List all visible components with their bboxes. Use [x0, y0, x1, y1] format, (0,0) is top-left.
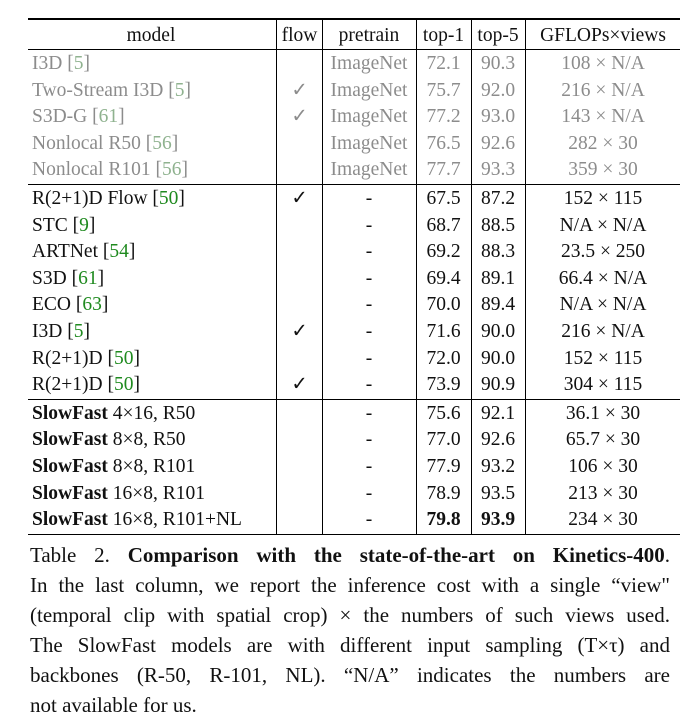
citation-link[interactable]: 54 — [109, 241, 129, 263]
cell-flow — [278, 506, 321, 533]
cell-top1: 77.7 — [426, 159, 461, 181]
cell-top1: 72.1 — [426, 53, 461, 74]
cell-pretrain: - — [365, 241, 373, 263]
header-top5: top-5 — [477, 25, 519, 46]
cell-top5: 92.0 — [480, 79, 516, 101]
cell-gflops: N/A × N/A — [559, 214, 647, 236]
table-row — [28, 130, 680, 157]
cell-pretrain: ImageNet — [330, 159, 408, 181]
table-row — [28, 400, 680, 427]
cell-top5: 93.0 — [480, 106, 516, 128]
cell-top5: 88.5 — [480, 214, 516, 236]
cell-model — [32, 480, 205, 507]
cell-gflops: 106 × 30 — [568, 456, 638, 477]
caption-line: In the last column, we report the inference cost with a single “view" — [30, 573, 670, 597]
cell-gflops: 152 × 115 — [563, 347, 643, 369]
table-row — [28, 50, 680, 77]
model-name: 4×16, R50 — [112, 402, 196, 424]
caption-line: not available for us. — [30, 693, 197, 717]
cell-flow — [278, 238, 321, 265]
cell-model: R(2+1)D Flow [50] — [32, 188, 185, 209]
cell-top1: 69.2 — [426, 241, 461, 263]
citation-link[interactable]: 5 — [73, 53, 84, 74]
table-row — [28, 291, 680, 318]
table-row — [28, 185, 680, 212]
cell-top5: 93.2 — [480, 456, 516, 477]
cell-model: ARTNet [54] — [32, 241, 136, 263]
citation-link[interactable]: 5 — [73, 321, 84, 342]
table-header-row — [28, 22, 680, 49]
cell-pretrain: - — [365, 402, 373, 424]
cell-flow — [278, 480, 321, 507]
cell-model — [32, 453, 195, 480]
table-row — [28, 265, 680, 292]
model-name: 16×8, R101+NL — [112, 509, 242, 531]
cell-top5: 90.0 — [480, 347, 516, 369]
cell-flow: ✓ — [291, 79, 308, 101]
model-name: R(2+1)D — [32, 347, 103, 369]
model-bold-name: SlowFast — [32, 456, 108, 477]
cell-top1: 77.2 — [426, 106, 461, 128]
cell-top5: 90.0 — [480, 321, 516, 342]
cell-top1: 72.0 — [426, 347, 461, 369]
table-row — [28, 238, 680, 265]
model-bold-name: SlowFast — [32, 482, 108, 504]
cell-model: I3D [5] — [32, 321, 90, 342]
cell-top1: 69.4 — [426, 267, 461, 289]
cell-top1: 71.6 — [426, 321, 461, 342]
model-bold-name: SlowFast — [32, 509, 108, 531]
cell-flow: ✓ — [291, 374, 308, 396]
cell-flow — [278, 400, 321, 427]
cell-pretrain: - — [365, 214, 373, 236]
table-row — [28, 506, 680, 533]
cell-model: Nonlocal R50 [56] — [32, 132, 179, 154]
caption-label: Table 2. — [30, 543, 110, 567]
cell-top5: 93.5 — [480, 482, 516, 504]
cell-top1: 67.5 — [426, 188, 461, 209]
cell-top1: 75.7 — [426, 79, 461, 101]
cell-gflops: N/A × N/A — [559, 294, 647, 316]
citation-link[interactable]: 50 — [158, 188, 179, 209]
cell-pretrain: ImageNet — [330, 106, 408, 128]
cell-flow: ✓ — [291, 106, 308, 128]
table-row — [28, 453, 680, 480]
cell-pretrain: - — [365, 509, 373, 531]
cell-flow — [278, 265, 321, 292]
header-top1: top-1 — [422, 25, 465, 46]
cell-gflops: 359 × 30 — [568, 159, 638, 181]
model-name: Two-Stream I3D — [32, 79, 164, 101]
citation-link[interactable]: 50 — [113, 347, 134, 369]
cell-top5: 90.3 — [480, 53, 516, 74]
cell-flow — [278, 426, 321, 453]
cell-model — [32, 426, 185, 453]
table-row — [28, 426, 680, 453]
model-name: Nonlocal R50 — [32, 132, 141, 154]
table-row — [28, 103, 680, 130]
citation-link[interactable]: 50 — [113, 374, 134, 396]
column-separator — [471, 18, 472, 535]
model-name: 16×8, R101 — [112, 482, 205, 504]
caption-title-end: . — [664, 543, 671, 567]
model-bold-name: SlowFast — [32, 429, 108, 451]
cell-model: R(2+1)D [50] — [32, 347, 140, 369]
caption-line: (temporal clip with spatial crop) × the numbers of such views used. — [30, 603, 670, 627]
cell-flow: ✓ — [291, 188, 308, 209]
column-separator — [525, 18, 526, 535]
cell-top5: 89.4 — [480, 294, 516, 316]
cell-top5: 87.2 — [480, 188, 516, 209]
cell-model: STC [9] — [32, 214, 96, 236]
caption-line: The SlowFast models are with different input sampling (T×τ) and — [30, 633, 670, 657]
table-rule — [28, 18, 680, 20]
cell-gflops: 66.4 × N/A — [558, 267, 648, 289]
table-row — [28, 77, 680, 104]
table-rule — [28, 49, 680, 50]
caption-title-line — [30, 540, 670, 570]
cell-model: ECO [63] — [32, 294, 109, 316]
cell-gflops: 234 × 30 — [568, 509, 638, 531]
citation-link[interactable]: 56 — [152, 132, 172, 154]
cell-pretrain: - — [365, 294, 373, 316]
column-separator — [322, 18, 323, 535]
model-name: 8×8, R101 — [112, 456, 196, 477]
cell-pretrain: - — [365, 482, 373, 504]
cell-pretrain: - — [365, 347, 373, 369]
citation-link[interactable]: 61 — [98, 106, 119, 128]
cell-pretrain: - — [365, 374, 373, 396]
header-flow: flow — [281, 25, 318, 46]
header-model: model — [126, 25, 176, 46]
cell-top5: 89.1 — [480, 267, 516, 289]
cell-model: R(2+1)D [50] — [32, 374, 140, 396]
cell-pretrain: - — [365, 267, 373, 289]
model-name: ARTNet — [32, 241, 98, 263]
cell-flow — [278, 50, 321, 77]
cell-gflops: 65.7 × 30 — [565, 429, 641, 451]
cell-pretrain: - — [365, 188, 373, 209]
cell-top1: 73.9 — [426, 374, 461, 396]
cell-model — [32, 506, 242, 533]
cell-top1: 77.0 — [426, 429, 461, 451]
cell-model — [32, 400, 195, 427]
model-name: Nonlocal R101 — [32, 159, 151, 181]
cell-top1: 78.9 — [426, 482, 461, 504]
model-name: I3D — [32, 53, 63, 74]
citation-link[interactable]: 9 — [79, 214, 89, 236]
cell-pretrain: ImageNet — [330, 79, 408, 101]
cell-flow — [278, 453, 321, 480]
cell-gflops: 304 × 115 — [563, 374, 643, 396]
cell-top5: 92.6 — [480, 132, 516, 154]
table-row — [28, 345, 680, 372]
cell-gflops: 108 × N/A — [561, 53, 645, 74]
model-name: ECO — [32, 294, 71, 316]
table-row — [28, 371, 680, 398]
cell-gflops: 143 × N/A — [561, 106, 645, 128]
citation-link[interactable]: 63 — [82, 294, 102, 316]
cell-top1: 68.7 — [426, 214, 461, 236]
cell-pretrain: ImageNet — [330, 132, 408, 154]
table-rule — [28, 184, 680, 185]
caption-title: Comparison with the state-of-the-art on Kinetics-400 — [127, 543, 665, 567]
cell-flow — [278, 156, 321, 183]
column-separator — [276, 18, 277, 535]
cell-model: S3D [61] — [32, 267, 105, 289]
cell-flow: ✓ — [291, 321, 308, 342]
cell-gflops: 216 × N/A — [561, 321, 645, 342]
table-row — [28, 212, 680, 239]
cell-top5: 92.1 — [480, 402, 516, 424]
caption-line: backbones (R-50, R-101, NL). “N/A” indicates the numbers are — [30, 663, 670, 687]
cell-top1: 76.5 — [426, 132, 461, 154]
cell-top1: 75.6 — [426, 402, 461, 424]
cell-top5: 92.6 — [480, 429, 516, 451]
cell-flow — [278, 291, 321, 318]
cell-gflops: 282 × 30 — [568, 132, 638, 154]
model-name: 8×8, R50 — [112, 429, 186, 451]
cell-model: S3D-G [61] — [32, 106, 125, 128]
cell-gflops: 152 × 115 — [563, 188, 643, 209]
cell-model: Two-Stream I3D [5] — [32, 79, 191, 101]
model-name: STC — [32, 214, 68, 236]
header-gflops: GFLOPs×views — [540, 25, 666, 46]
header-pretrain: pretrain — [338, 25, 400, 46]
citation-link[interactable]: 5 — [174, 79, 185, 101]
cell-top5: 93.9 — [480, 509, 516, 531]
citation-link[interactable]: 61 — [78, 267, 98, 289]
cell-model: Nonlocal R101 [56] — [32, 159, 188, 181]
table-row — [28, 480, 680, 507]
cell-top1: 79.8 — [426, 509, 461, 531]
cell-top5: 90.9 — [480, 374, 516, 396]
model-name: R(2+1)D — [32, 374, 103, 396]
table-rule — [28, 534, 680, 536]
cell-model: I3D [5] — [32, 53, 90, 74]
cell-gflops: 23.5 × 250 — [560, 241, 646, 263]
model-name: I3D — [32, 321, 63, 342]
model-name: S3D — [32, 267, 67, 289]
cell-flow — [278, 212, 321, 239]
cell-top5: 88.3 — [480, 241, 516, 263]
cell-top5: 93.3 — [480, 159, 516, 181]
cell-top1: 70.0 — [426, 294, 461, 316]
cell-gflops: 216 × N/A — [561, 79, 645, 101]
cell-pretrain: - — [365, 429, 373, 451]
cell-top1: 77.9 — [426, 456, 461, 477]
cell-pretrain: ImageNet — [330, 53, 408, 74]
column-separator — [416, 18, 417, 535]
cell-pretrain: - — [365, 321, 373, 342]
model-bold-name: SlowFast — [32, 402, 108, 424]
cell-flow — [278, 130, 321, 157]
cell-flow — [278, 345, 321, 372]
cell-gflops: 213 × 30 — [568, 482, 638, 504]
cell-pretrain: - — [365, 456, 373, 477]
cell-gflops: 36.1 × 30 — [565, 402, 641, 424]
table-row — [28, 156, 680, 183]
table-row — [28, 318, 680, 345]
table-rule — [28, 399, 680, 400]
citation-link[interactable]: 56 — [161, 159, 182, 181]
model-name: R(2+1)D Flow — [32, 188, 148, 209]
table-caption — [30, 540, 670, 720]
model-name: S3D-G — [32, 106, 88, 128]
